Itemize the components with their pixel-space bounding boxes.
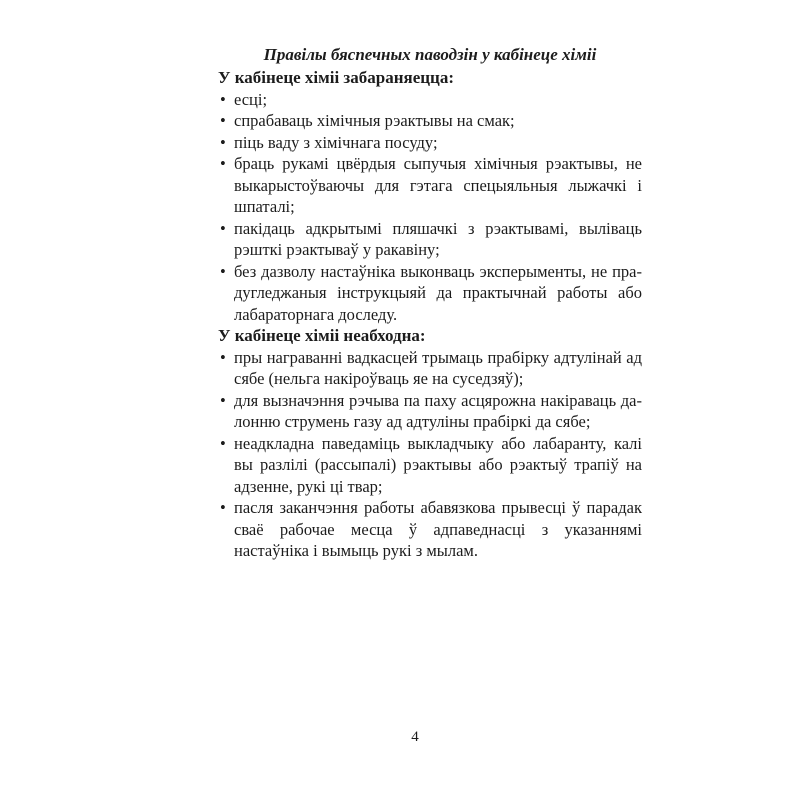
bullet-icon: • [220,89,226,109]
bullet-icon: • [220,154,226,173]
list-item-text: без дазволу настаўніка выконваць эксперыменты, не прадугледжаныя інструкцыяй да практычнай работы або лабараторнага доследу. [234,261,642,324]
list-item [218,433,642,498]
bullet-icon: • [220,433,226,453]
bullet-icon: • [220,218,226,238]
list-item-text: пакідаць адкрытымі пляшачкі з рэактывамі, выліваць рэшткі рэактываў у ракавіну; [234,218,642,259]
forbidden-rules-list [218,89,642,326]
list-item [218,153,642,218]
required-rules-list [218,347,642,562]
bullet-icon: • [220,111,226,130]
list-item [218,110,642,132]
list-item-text: есці; [234,89,268,109]
list-item [218,390,642,433]
section-forbidden-heading: У кабінеце хіміі забараняецца: [218,68,454,87]
bullet-icon: • [220,390,226,410]
section-required [218,325,642,562]
list-item [218,261,642,326]
list-item-text: пасля заканчэння работы абавязкова прывесці ў парадак сваё рабочае месца ў адпаведнасці з указаннямі настаўніка і вымыць рукі з мылам. [234,498,642,560]
section-required-heading: У кабінеце хіміі неабходна: [218,326,426,345]
section-forbidden [218,67,642,325]
list-item [218,218,642,261]
page-title: Правілы бяспечных паводзін у кабінеце хіміі [263,45,597,64]
list-item [218,89,642,111]
list-item-text: неадкладна паведаміць выкладчыку або лабаранту, калі вы разлілі (рассыпалі) рэактывы або рэактыў трапіў на адзенне, рукі ці твар; [234,433,642,496]
list-item-text: піць ваду з хімічнага посуду; [234,132,438,152]
page-number: 4 [411,729,419,745]
list-item-text: для вызначэння рэчыва па паху асцярожна накіраваць далонню струмень газу ад адтуліны прабіркі да сябе; [234,390,642,431]
bullet-icon: • [220,347,226,367]
text-block [218,44,642,562]
list-item [218,132,642,154]
list-item-text: браць рукамі цвёрдыя сыпучыя хімічныя рэактывы, не выкарыстоўваючы для гэтага спецыяльныя лыжачкі і шпаталі; [234,154,642,216]
list-item-text: пры награванні вадкасцей трымаць прабірку адтулінай ад сябе (нельга накіроўваць яе на суседзяў); [234,347,642,388]
list-item [218,497,642,562]
bullet-icon: • [220,132,226,152]
bullet-icon: • [220,498,226,517]
list-item [218,347,642,390]
bullet-icon: • [220,261,226,281]
list-item-text: спрабаваць хімічныя рэактывы на смак; [234,111,515,130]
